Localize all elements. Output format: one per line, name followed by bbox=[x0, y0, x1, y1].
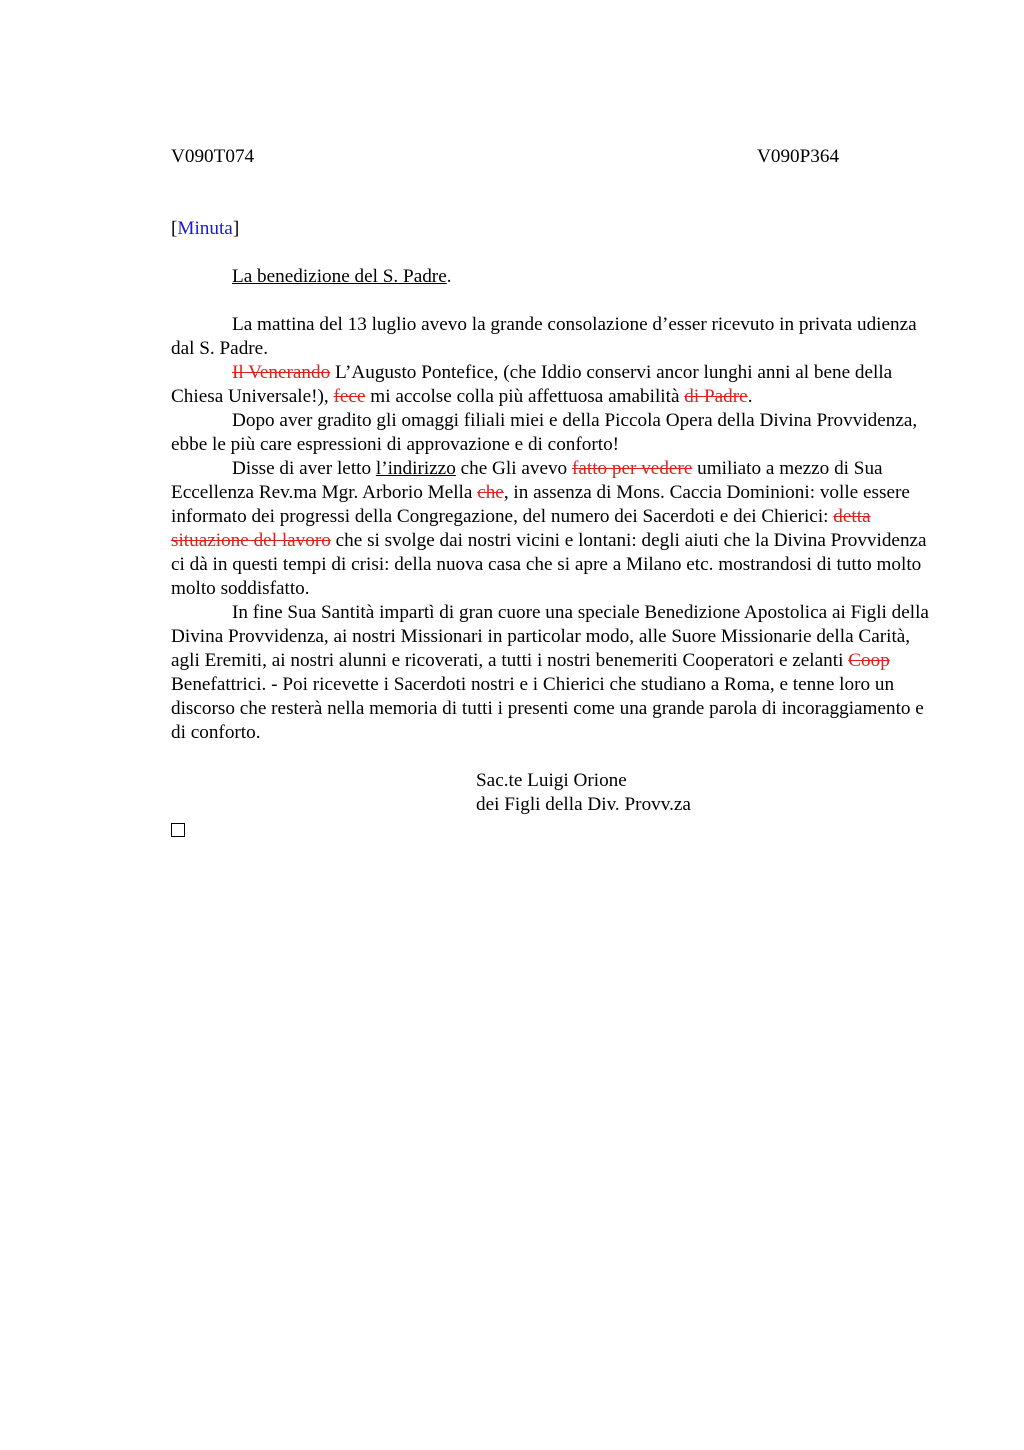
deleted-text: detta situazione del lavoro bbox=[171, 506, 871, 551]
paragraph-4 bbox=[171, 457, 931, 601]
paragraph-1: La mattina del 13 luglio avevo la grande consolazione d’esser ricevuto in privata udienza dal S. Padre. bbox=[171, 314, 917, 359]
deleted-text: fatto per vedere bbox=[571, 458, 693, 479]
document-codes bbox=[171, 145, 931, 169]
signature bbox=[171, 769, 931, 817]
text-run: mi accolse colla più affettuosa amabilità bbox=[365, 386, 685, 407]
underlined-text: l’indirizzo bbox=[375, 458, 456, 479]
text-run: In fine Sua Santità impartì di gran cuore una speciale Benedizione Apostolica ai Figli della Divina Provvidenza, ai nostri Missionari in particolar modo, alle Suore Missionarie della Carità, agli Eremiti, ai nostri alunni e ricoverati, a tutti i nostri benemeriti Cooperatori e zelanti bbox=[171, 602, 929, 671]
minuta-open-bracket: [ bbox=[171, 218, 178, 239]
signature-line-1: Sac.te Luigi Orione bbox=[476, 770, 627, 791]
text-run: . bbox=[747, 386, 753, 407]
paragraph-3: Dopo aver gradito gli omaggi filiali miei e della Piccola Opera della Divina Provvidenza, ebbe le più care espressioni di approvazione e di conforto! bbox=[171, 410, 918, 455]
text-run: L’Augusto Pontefice, (che Iddio conservi ancor lunghi anni al bene della Chiesa Universale!), bbox=[171, 362, 893, 407]
code-right: V090P364 bbox=[757, 146, 840, 167]
minuta-label bbox=[171, 217, 931, 241]
text-run: che si svolge dai nostri vicini e lontani: degli aiuti che la Divina Provvidenza ci dà in questi tempi di crisi: della nuova casa che si apre a Milano etc. mostrandosi di tutto molto molto soddisfatto. bbox=[171, 530, 927, 599]
text-run: che Gli avevo bbox=[455, 458, 572, 479]
minuta-link[interactable]: Minuta bbox=[177, 218, 233, 239]
minuta-close-bracket: ] bbox=[232, 218, 240, 239]
text-run: Benefattrici. - Poi ricevette i Sacerdoti nostri e i Chierici che studiano a Roma, e tenne loro un discorso che resterà nella memoria di tutti i presenti come una grande parola di incoraggiamento e di conforto. bbox=[171, 674, 924, 743]
text-run: Disse di aver letto bbox=[232, 458, 376, 479]
code-left: V090T074 bbox=[171, 146, 255, 167]
deleted-text: Coop bbox=[848, 650, 890, 671]
paragraph-5 bbox=[171, 601, 931, 745]
paragraph-2 bbox=[171, 361, 931, 409]
signature-line-2: dei Figli della Div. Provv.za bbox=[476, 794, 691, 815]
title-period: . bbox=[446, 266, 452, 287]
document-title bbox=[171, 265, 931, 289]
deleted-text: che bbox=[477, 482, 504, 503]
document-body bbox=[171, 313, 931, 745]
deleted-text: fece bbox=[333, 386, 366, 407]
deleted-text: di Padre bbox=[684, 386, 748, 407]
checkbox-icon[interactable] bbox=[171, 823, 185, 837]
title-text: La benedizione del S. Padre bbox=[232, 266, 447, 287]
document-page bbox=[171, 145, 931, 837]
text-run: , in assenza di Mons. Caccia Dominioni: volle essere informato dei progressi della Congregazione, del numero dei Sacerdoti e dei Chierici: bbox=[171, 482, 910, 527]
text-run: umiliato a mezzo di Sua Eccellenza Rev.ma Mgr. Arborio Mella bbox=[171, 458, 883, 503]
deleted-text: Il Venerando bbox=[232, 362, 331, 383]
